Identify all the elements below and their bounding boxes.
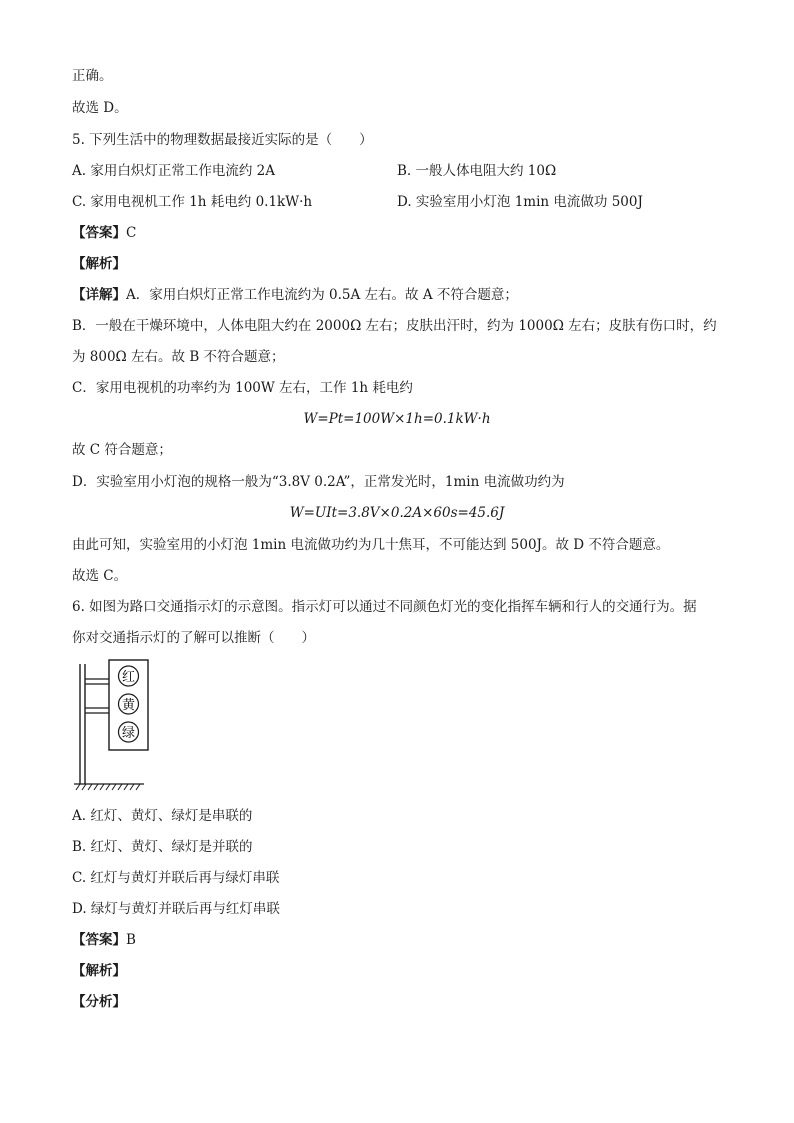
answer-tag: 【答案】 xyxy=(72,225,126,241)
text-line: D．实验室用小灯泡的规格一般为“3.8V 0.2A”，正常发光时，1min 电流做功约为 xyxy=(72,474,565,490)
green-lamp-label: 绿 xyxy=(121,726,136,741)
answer-value: B xyxy=(126,932,136,948)
traffic-light-figure xyxy=(72,656,152,800)
text-line: 故选 D。 xyxy=(72,100,128,116)
question-6-option-a: A. 红灯、黄灯、绿灯是串联的 xyxy=(72,808,253,824)
analysis-tag: 【解析】 xyxy=(72,963,126,979)
equation-2: W=UIt=3.8V×0.2A×60s=45.6J xyxy=(289,505,505,521)
detail-text: A．家用白炽灯正常工作电流约为 0.5A 左右。故 A 不符合题意； xyxy=(126,287,518,303)
detail-tag: 【详解】 xyxy=(72,287,126,303)
text-line: 故选 C。 xyxy=(72,568,128,584)
detail-5 xyxy=(72,285,518,305)
answer-5 xyxy=(72,223,136,243)
question-6-stem-line-1: 6. 如图为路口交通指示灯的示意图。指示灯可以通过不同颜色灯光的变化指挥车辆和行人的交通行为。据 xyxy=(72,599,697,615)
question-5-option-d: D. 实验室用小灯泡 1min 电流做功 500J xyxy=(397,194,643,210)
analysis-sub-tag: 【分析】 xyxy=(72,994,126,1010)
question-6-option-c: C. 红灯与黄灯并联后再与绿灯串联 xyxy=(72,870,280,886)
analysis-tag: 【解析】 xyxy=(72,256,126,272)
text-line: C．家用电视机的功率约为 100W 左右，工作 1h 耗电约 xyxy=(72,380,413,396)
text-line: 为 800Ω 左右。故 B 不符合题意； xyxy=(72,349,285,365)
text-line: 由此可知，实验室用的小灯泡 1min 电流做功约为几十焦耳，不可能达到 500J。故 D 不符合题意。 xyxy=(72,537,670,553)
text-line: 故 C 符合题意； xyxy=(72,442,172,458)
equation-1: W=Pt=100W×1h=0.1kW·h xyxy=(303,411,491,427)
question-6-stem-line-2: 你对交通指示灯的了解可以推断（ ） xyxy=(72,630,315,646)
question-6-option-d: D. 绿灯与黄灯并联后再与红灯串联 xyxy=(72,901,280,917)
yellow-lamp-label: 黄 xyxy=(121,698,136,713)
text-line: B．一般在干燥环境中，人体电阻大约在 2000Ω 左右；皮肤出汗时，约为 1000Ω 左右；皮肤有伤口时，约 xyxy=(72,318,717,334)
question-5-stem: 5. 下列生活中的物理数据最接近实际的是（ ） xyxy=(72,132,373,148)
answer-tag: 【答案】 xyxy=(72,932,126,948)
question-5-option-a: A. 家用白炽灯正常工作电流约 2A xyxy=(72,163,275,179)
text-line: 正确。 xyxy=(72,68,113,84)
answer-value: C xyxy=(126,225,137,241)
answer-6 xyxy=(72,930,136,950)
question-6-option-b: B. 红灯、黄灯、绿灯是并联的 xyxy=(72,839,253,855)
question-5-option-b: B. 一般人体电阻大约 10Ω xyxy=(397,163,557,179)
traffic-light-diagram xyxy=(72,656,152,796)
question-5-option-c: C. 家用电视机工作 1h 耗电约 0.1kW·h xyxy=(72,194,313,210)
red-lamp-label: 红 xyxy=(121,670,136,685)
ground-hatching xyxy=(76,784,140,790)
